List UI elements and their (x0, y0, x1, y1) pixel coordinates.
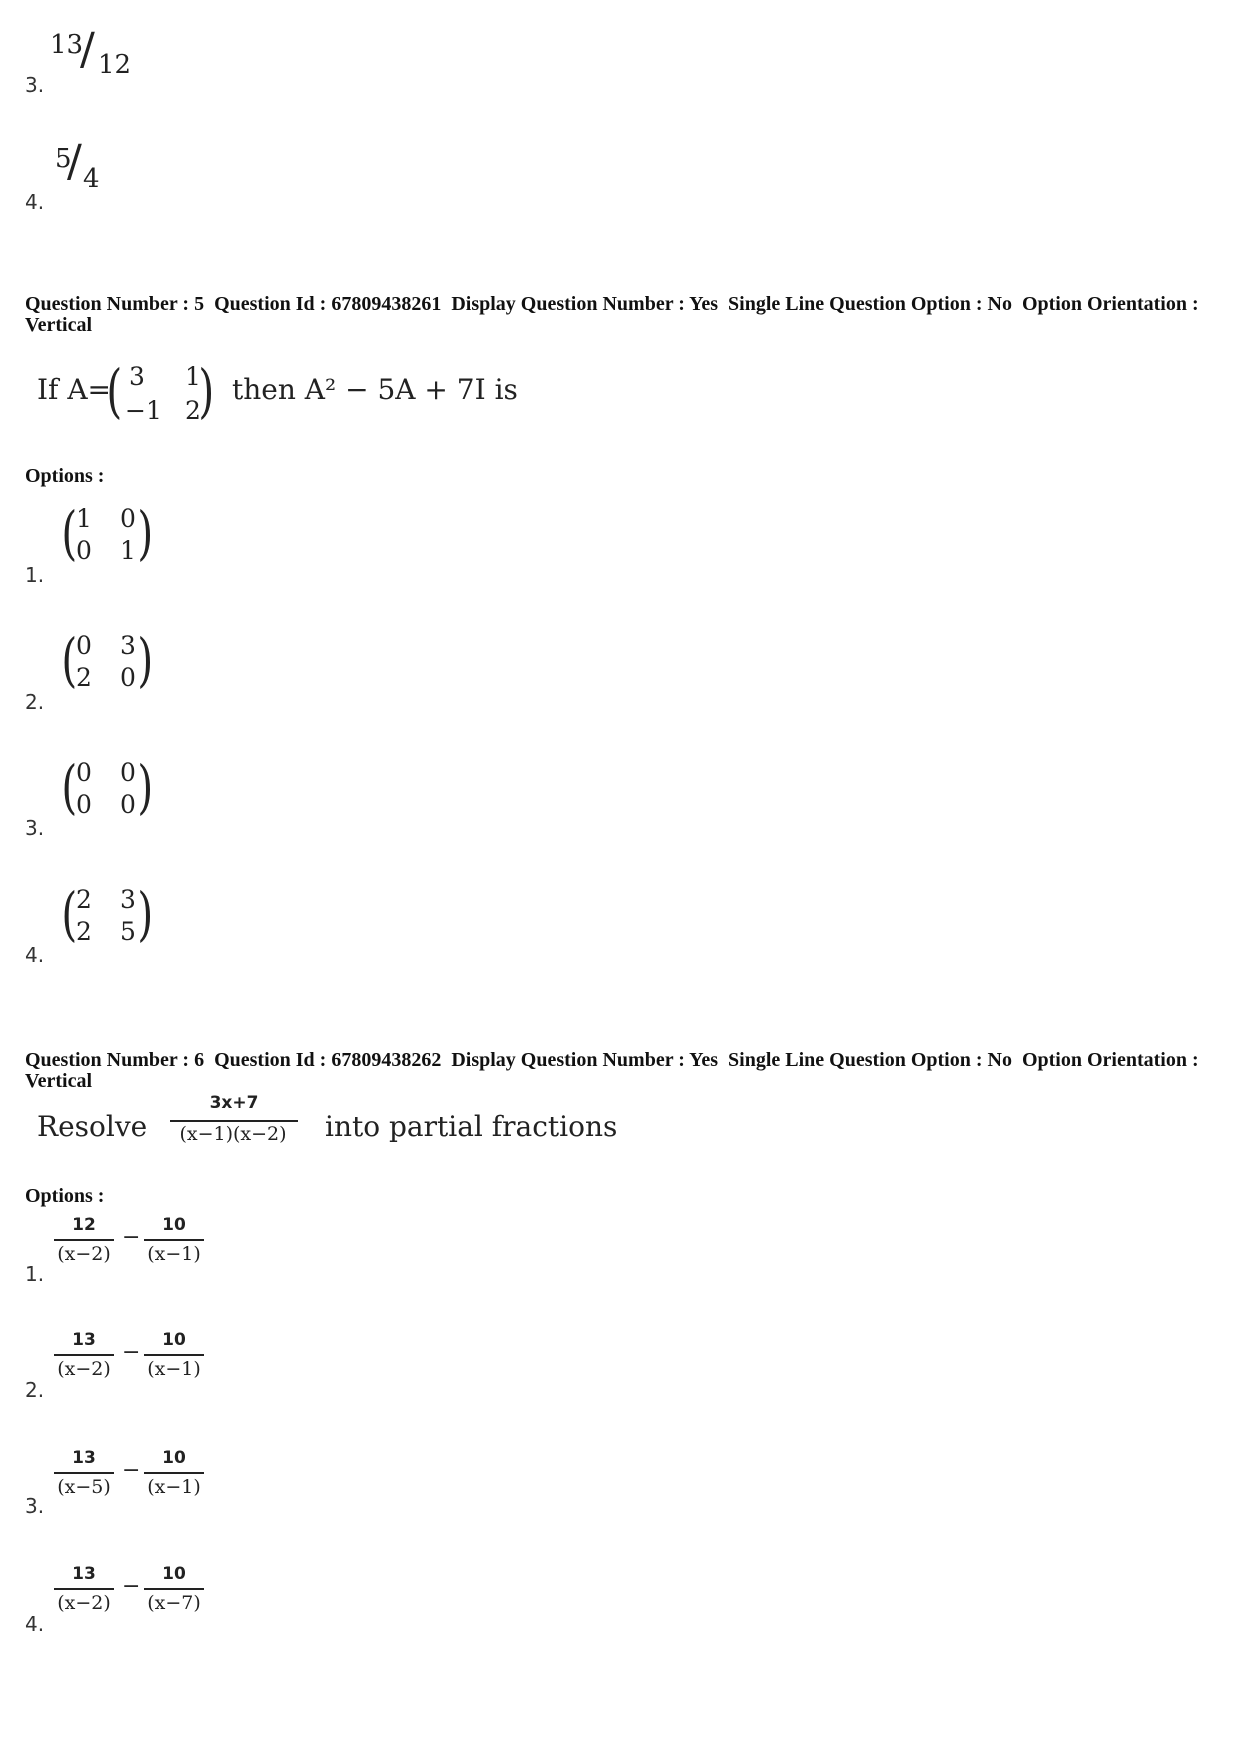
left-paren: ( (61, 880, 78, 948)
second-denominator: (x−1) (147, 1243, 201, 1265)
option-matrix (58, 881, 158, 951)
matrix-cell: 0 (120, 504, 136, 533)
option-number: 1. (25, 563, 45, 587)
question-fraction (168, 1093, 298, 1163)
option-matrix (58, 754, 158, 824)
matrix-cell: 3 (120, 631, 136, 660)
first-denominator: (x−2) (57, 1592, 111, 1614)
option-matrix (58, 500, 158, 570)
matrix-cell: 2 (76, 663, 92, 692)
option-number: 4. (25, 190, 45, 214)
fraction-5-4 (55, 136, 115, 200)
second-numerator: 10 (162, 1215, 186, 1235)
left-paren: ( (61, 753, 78, 821)
option-number: 2. (25, 1378, 45, 1402)
fraction-bar (54, 1354, 114, 1356)
left-paren: ( (61, 499, 78, 567)
fraction-bar (54, 1588, 114, 1590)
matrix-cell: 0 (120, 790, 136, 819)
matrix-cell: −1 (125, 396, 162, 425)
option-number: 4. (25, 943, 45, 967)
second-denominator: (x−1) (147, 1476, 201, 1498)
left-paren: ( (61, 626, 78, 694)
partial-fraction-expression (52, 1215, 212, 1275)
right-paren: ) (137, 880, 154, 948)
right-paren: ) (137, 499, 154, 567)
matrix-a (103, 357, 218, 430)
matrix-cell: 0 (76, 790, 92, 819)
matrix-cell: 1 (76, 504, 92, 533)
fraction-numerator: 3x+7 (209, 1093, 259, 1113)
minus-sign: − (122, 1458, 141, 1483)
question-6-header: Question Number : 6 Question Id : 67809438262 Display Question Number : Yes Single Line Question Option : No Option Orientation : Vertical (25, 1049, 1204, 1092)
left-paren: ( (106, 357, 123, 425)
fraction-numerator: 5 (55, 144, 72, 174)
option-number: 4. (25, 1612, 45, 1636)
fraction-bar (54, 1472, 114, 1474)
fraction-denominator: 12 (98, 50, 132, 80)
minus-sign: − (122, 1574, 141, 1599)
right-paren: ) (137, 626, 154, 694)
matrix-cell: 2 (185, 396, 201, 425)
right-paren: ) (137, 753, 154, 821)
options-label: Options : (25, 1185, 105, 1207)
partial-fraction-expression (52, 1330, 212, 1390)
first-numerator: 12 (72, 1215, 96, 1235)
option-matrix (58, 627, 158, 697)
right-paren: ) (198, 357, 215, 425)
matrix-cell: 0 (76, 758, 92, 787)
option-number: 3. (25, 1494, 45, 1518)
matrix-cell: 0 (120, 758, 136, 787)
matrix-cell: 2 (76, 917, 92, 946)
fraction-bar (144, 1354, 204, 1356)
matrix-cell: 1 (185, 362, 201, 391)
question-5-header: Question Number : 5 Question Id : 67809438261 Display Question Number : Yes Single Line Question Option : No Option Orientation : Vertical (25, 293, 1204, 336)
minus-sign: − (122, 1225, 141, 1250)
second-denominator: (x−7) (147, 1592, 201, 1614)
partial-fraction-expression (52, 1564, 212, 1624)
matrix-cell: 0 (76, 536, 92, 565)
minus-sign: − (122, 1340, 141, 1365)
fraction-13-12 (50, 24, 140, 88)
matrix-cell: 0 (76, 631, 92, 660)
options-label: Options : (25, 465, 105, 487)
fraction-denominator: 4 (83, 164, 100, 194)
fraction-numerator: 13 (50, 30, 84, 60)
option-number: 2. (25, 690, 45, 714)
second-numerator: 10 (162, 1564, 186, 1584)
question-suffix: into partial fractions (325, 1110, 618, 1143)
option-number: 1. (25, 1262, 45, 1286)
fraction-slash: / (67, 136, 82, 187)
fraction-bar (144, 1588, 204, 1590)
partial-fraction-expression (52, 1448, 212, 1508)
second-numerator: 10 (162, 1448, 186, 1468)
matrix-cell: 1 (120, 536, 136, 565)
fraction-bar (170, 1120, 298, 1122)
fraction-slash: / (80, 24, 95, 75)
option-number: 3. (25, 73, 45, 97)
matrix-cell: 3 (120, 885, 136, 914)
first-denominator: (x−2) (57, 1358, 111, 1380)
first-numerator: 13 (72, 1564, 96, 1584)
first-numerator: 13 (72, 1330, 96, 1350)
fraction-bar (54, 1239, 114, 1241)
option-number: 3. (25, 816, 45, 840)
first-denominator: (x−5) (57, 1476, 111, 1498)
resolve-word: Resolve (37, 1110, 148, 1143)
second-denominator: (x−1) (147, 1358, 201, 1380)
fraction-denominator: (x−1)(x−2) (179, 1123, 287, 1145)
question-text-prefix: If A= (37, 373, 112, 406)
fraction-bar (144, 1239, 204, 1241)
matrix-cell: 3 (129, 362, 145, 391)
matrix-cell: 2 (76, 885, 92, 914)
fraction-bar (144, 1472, 204, 1474)
matrix-cell: 0 (120, 663, 136, 692)
second-numerator: 10 (162, 1330, 186, 1350)
first-denominator: (x−2) (57, 1243, 111, 1265)
first-numerator: 13 (72, 1448, 96, 1468)
matrix-cell: 5 (120, 917, 136, 946)
question-text-suffix: then A² − 5A + 7I is (232, 373, 518, 406)
